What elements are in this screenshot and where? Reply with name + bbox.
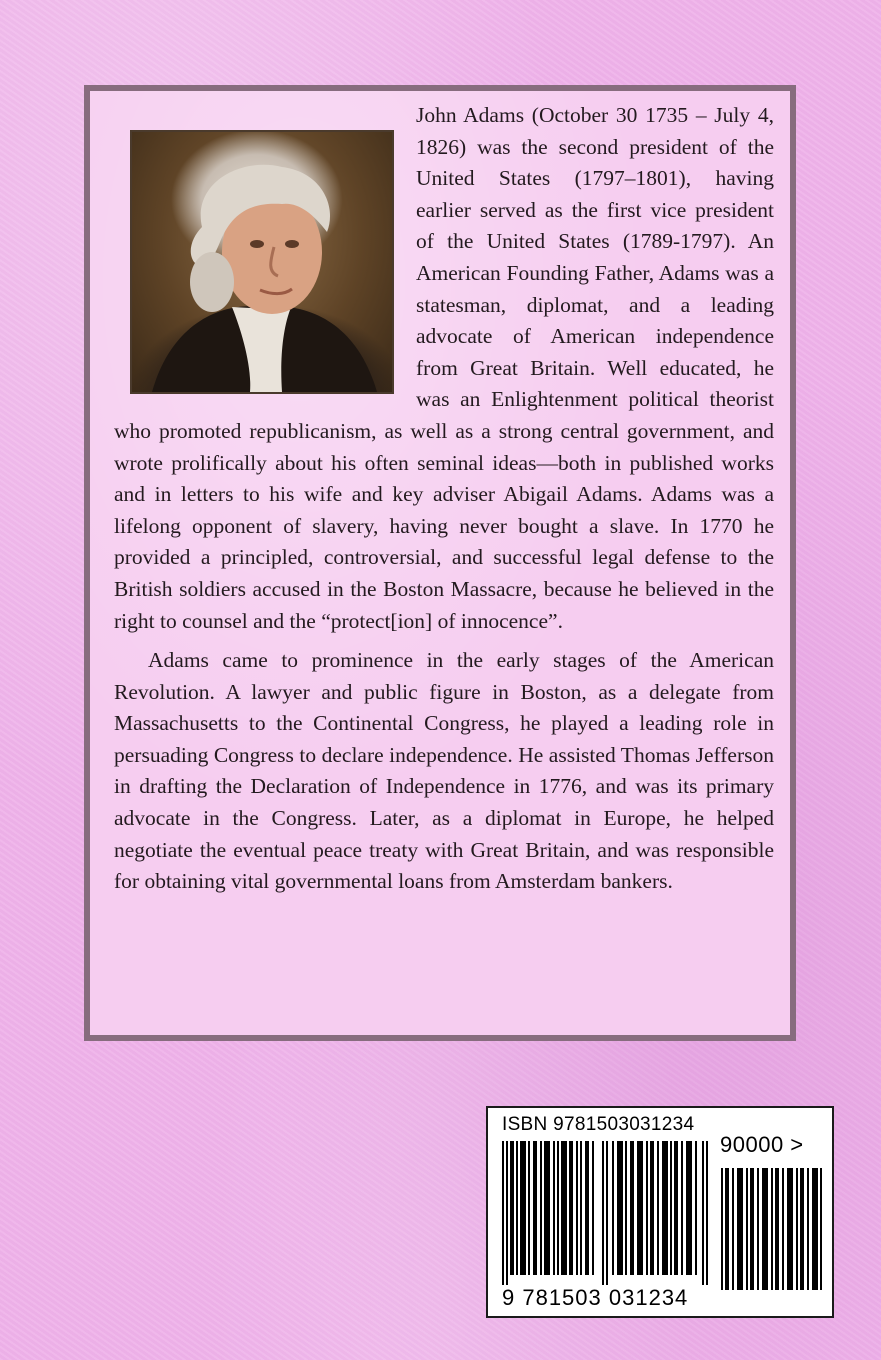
- isbn-label: ISBN 9781503031234: [502, 1114, 695, 1135]
- isbn-barcode: [486, 1106, 834, 1318]
- barcode-bars: [502, 1141, 710, 1285]
- body-paragraph-1: John Adams (October 30 1735 – July 4, 1826) was the second president of the United States (1797–1801), having earlier served as the first vice president of the United States (1789-1797). An American Founding Father, Adams was a statesman, diplomat, and a leading advocate of American independence from Great Britain. Well educated, he was an Enlightenment political theorist who promoted republicanism, as well as a strong central government, and wrote prolifically about his often seminal ideas—both in published works and in letters to his wife and key adviser Abigail Adams. Adams was a lifelong opponent of slavery, having never bought a slave. In 1770 he provided a principled, controversial, and successful legal defense to the British soldiers accused in the Boston Massacre, because he believed in the right to counsel and the “protect[ion] of innocence”.: [114, 103, 774, 633]
- body-paragraph-2: Adams came to prominence in the early stages of the American Revolution. A lawyer and public figure in Boston, as a delegate from Massachusetts to the Continental Congress, he played a leading role in persuading Congress to declare independence. He assisted Thomas Jefferson in drafting the Declaration of Independence in 1776, and was its primary advocate in the Congress. Later, as a diplomat in Europe, he helped negotiate the eventual peace treaty with Great Britain, and was responsible for obtaining vital governmental loans from Amsterdam bankers.: [114, 648, 774, 894]
- price-code: 90000 >: [720, 1132, 804, 1157]
- john-adams-portrait: [130, 130, 394, 394]
- price-barcode-bars: [721, 1168, 823, 1290]
- body-text: [114, 100, 774, 898]
- portrait-figure: [132, 132, 392, 392]
- barcode-digits: 9 781503 031234: [502, 1285, 689, 1310]
